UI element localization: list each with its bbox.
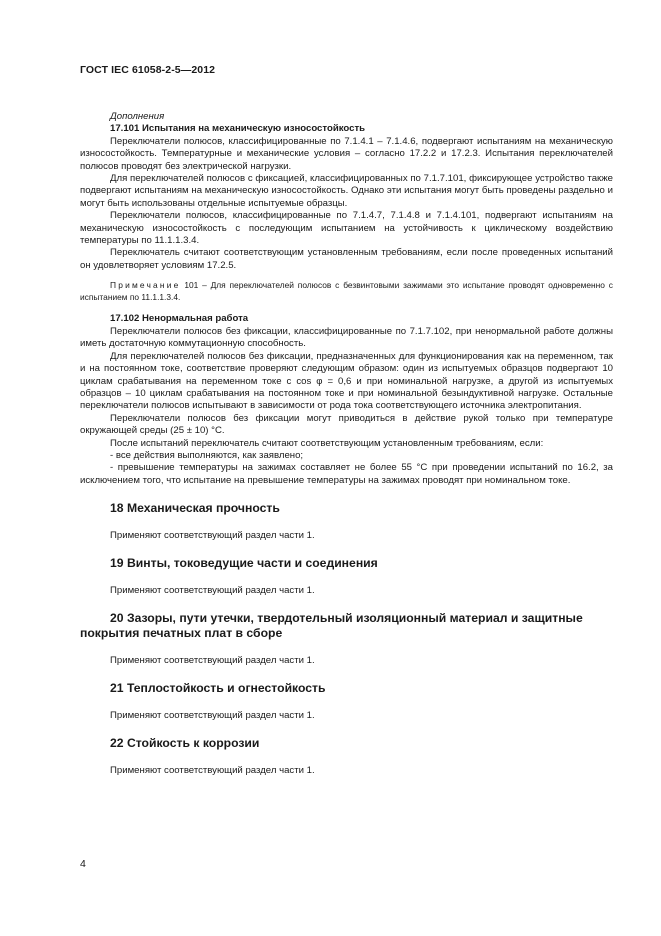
section-text: Применяют соответствующий раздел части 1. [110,654,315,666]
clause-17-101-paragraph: Переключатель считают соответствующим установленным требованиям, если после проведенных испытаний он удовлетворяет условиям 17.2.5. [80,247,613,271]
section-title: 18 Механическая прочность [110,501,280,516]
section-18 [80,501,613,542]
section-title: 21 Теплостойкость и огнестойкость [110,681,326,696]
section-text: Применяют соответствующий раздел части 1. [110,709,315,721]
section-title: 19 Винты, токоведущие части и соединения [110,556,378,571]
section-text: Применяют соответствующий раздел части 1. [110,764,315,776]
page-content [80,111,613,777]
section-title: 22 Стойкость к коррозии [110,736,260,751]
note-label: Примечание [110,280,181,291]
clause-17-102-title: 17.102 Ненормальная работа [110,313,249,325]
section-20 [80,611,613,667]
clause-17-101-paragraph: Переключатели полюсов, классифицированные по 7.1.4.7, 7.1.4.8 и 7.1.4.101, подвергают испытаниям на механическую износостойкость с последующим испытанием на устойчивость к циклическому воздействию температуры по 11.1.1.3.4. [80,210,613,247]
section-title: 20 Зазоры, пути утечки, твердотельный изоляционный материал и защитные покрытия печатных плат в сборе [80,610,583,641]
document-header: ГОСТ IEC 61058-2-5—2012 [80,64,216,76]
additions-label: Дополнения [110,111,165,122]
condition-item: - превышение температуры на зажимах составляет не более 55 °С при проведении испытаний по 16.2, за исключением того, что испытание на превышение температуры на зажимах проводят при номинальном токе. [80,462,613,486]
clause-17-102-paragraph: После испытаний переключатель считают соответствующим установленным требованиям, если: [110,437,544,449]
page-number: 4 [80,858,86,870]
note-text: 101 – Для переключателей полюсов с безвинтовыми зажимами это испытание проводят одновременно с испытанием по 11.1.1.3.4. [80,280,613,302]
condition-item: - все действия выполняются, как заявлено; [110,449,304,461]
section-21 [80,681,613,722]
clause-17-101-title: 17.101 Испытания на механическую износостойкость [110,123,366,135]
clause-17-102-paragraph: Переключатели полюсов без фиксации могут приводиться в действие рукой только при температуре окружающей среды (25 ± 10) °С. [80,412,613,437]
section-22 [80,736,613,777]
section-text: Применяют соответствующий раздел части 1. [110,584,315,596]
clause-17-101-paragraph: Для переключателей полюсов с фиксацией, классифицированных по 7.1.7.101, фиксирующее устройство также подвергают испытаниям на механическую износостойкость. Однако эти испытания могут быть проведены раздельно и могут быть использованы отдельные испытуемые образцы. [80,173,613,209]
clause-17-101-paragraph: Переключатели полюсов, классифицированные по 7.1.4.1 – 7.1.4.6, подвергают испытаниям на механическую износостойкость. Температурные и механические условия – согласно 17.2.2 и 17.2.3. Испытания переключателей полюсов проводят без электрической нагрузки. [80,135,613,172]
clause-17-102-paragraph: Для переключателей полюсов без фиксации, предназначенных для функционирования как на переменном, так и на постоянном токе, соответствие проверяют следующим образом: один из испытуемых образцов подвергают 10 циклам срабатывания на переменном токе с cos φ = 0,6 и при номинальной нагрузке, а другой из испытуемых образцов – 10 циклам срабатывания на постоянном токе и при номинальной безындуктивной нагрузке. Остальные переключатели полюсов испытывают в зависимости от рода тока соответствующего источника электропитания. [80,350,613,412]
note-101 [80,280,613,303]
section-text: Применяют соответствующий раздел части 1. [110,529,315,541]
section-19 [80,556,613,597]
clause-17-102-paragraph: Переключатели полюсов без фиксации, классифицированные по 7.1.7.102, при ненормальной работе должны иметь достаточную коммутационную способность. [80,325,613,350]
